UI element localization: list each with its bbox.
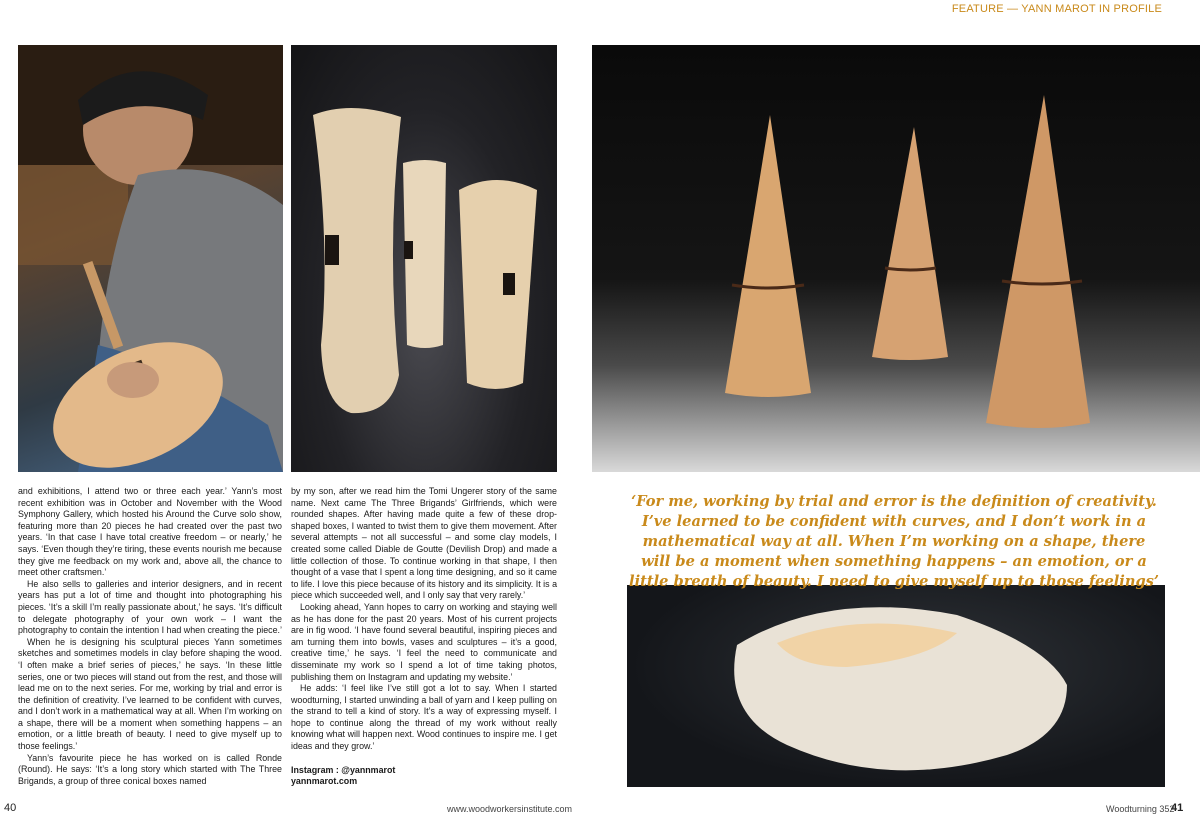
- website-link[interactable]: yannmarot.com: [291, 776, 358, 787]
- page-number-left: 40: [4, 802, 17, 814]
- article-column-2: [291, 486, 557, 788]
- photo-icon: [291, 45, 557, 472]
- photo-turner-carving: [18, 45, 283, 472]
- magazine-issue: Woodturning 352: [1106, 804, 1175, 814]
- photo-icon: [592, 45, 1200, 472]
- paragraph: by my son, after we read him the Tomi Ungerer story of the same name. Next came The Three Brigands’ Girlfriends, which were rounded shapes. After having made quite a few of these drop-shaped boxes, I wanted to twist them to give them movement. After several attempts – not all successful – and some clay models, I created some called Diable de Goutte (Devilish Drop) and made a little collection of those. To continue working in that shape, I then thought of a vase that I spent a long time designing, and so it came to life. I love this piece because of its history and its simplicity. It is a piece which succeeded well, and I only say that very rarely.’: [291, 486, 557, 601]
- photo-shell-bowl: [627, 585, 1165, 787]
- photo-icon: [18, 45, 283, 472]
- paragraph: Looking ahead, Yann hopes to carry on working and staying well as he has done for the past 20 years. Most of his current projects are in fig wood. ‘I have found several beautiful, inspiring pieces and am turning them into bowls, vases and sculptures – it’s a good, creative time,’ he says. ‘I feel the need to communicate and disseminate my work so I spend a lot of time taking photos, publishing them on Instagram and updating my website.’: [291, 601, 557, 682]
- paragraph: Yann’s favourite piece he has worked on is called Ronde (Round). He says: ‘It’s a long story which started with The Three Brigands, a group of three conical boxes named: [18, 752, 282, 786]
- pull-quote: ‘For me, working by trial and error is the definition of creativity. I’ve learned to be confident with curves, and I don’t work in a mathematical way at all. When I’m working on a shape, there will be a moment when something happens – an emotion, or a little breath of beauty. I need to give myself up to those feelings’: [629, 493, 1159, 590]
- contact-links: [291, 765, 557, 788]
- paragraph: He adds: ‘I feel like I’ve still got a lot to say. When I started woodturning, I started unwinding a ball of yarn and I keep pulling on the strand to tell a kind of story. It’s a way of expressing myself. I hope to continue along the thread of my work without really knowing what will happen next. Wood continues to inspire me. I get ideas and they grow.’: [291, 683, 557, 752]
- article-column-1: [18, 486, 282, 787]
- photo-conical-boxes: [592, 45, 1200, 472]
- instagram-link[interactable]: Instagram : @yannmarot: [291, 764, 396, 775]
- paragraph: and exhibitions, I attend two or three each year.’ Yann’s most recent exhibition was in October and November with the Wood Symphony Gallery, which hosted his Around the Curve solo show, featuring more than 20 pieces he had created over the past two years. ‘In that case I have total creative freedom – or nearly,’ he says. ‘Even though they’re tiring, these events nourish me because they give me feedback on my work and, above all, the chance to meet other craftsmen.’: [18, 486, 282, 578]
- paragraph: When he is designing his sculptural pieces Yann sometimes sketches and sometimes models in clay before shaping the wood. ‘I often make a brief series of pieces,’ he says. ‘In these little series, one or two pieces will stand out from the rest, and those will lead me on to the next series. For me, working by trial and error is the definition of creativity. I’ve learned to be confident with curves, and I don’t work in a mathematical way at all. When I’m working on a shape, there will be a moment when something happens – an emotion, or a little breath of beauty. I need to give myself up to those feelings.’: [18, 636, 282, 752]
- paragraph: He also sells to galleries and interior designers, and in recent years has put a lot of time and thought into photographing his pieces. ‘It’s a skill I’m really passionate about,’ he says. ‘It’s difficult to delegate photography of your own work – I want the photography to contain the intention I had when creating the piece.’: [18, 578, 282, 636]
- page-number-right: 41: [1171, 802, 1184, 814]
- footer-url[interactable]: www.woodworkersinstitute.com: [447, 804, 573, 814]
- section-kicker: FEATURE — YANN MAROT IN PROFILE: [951, 3, 1162, 15]
- photo-hollow-vessels: [291, 45, 557, 472]
- photo-icon: [627, 585, 1165, 787]
